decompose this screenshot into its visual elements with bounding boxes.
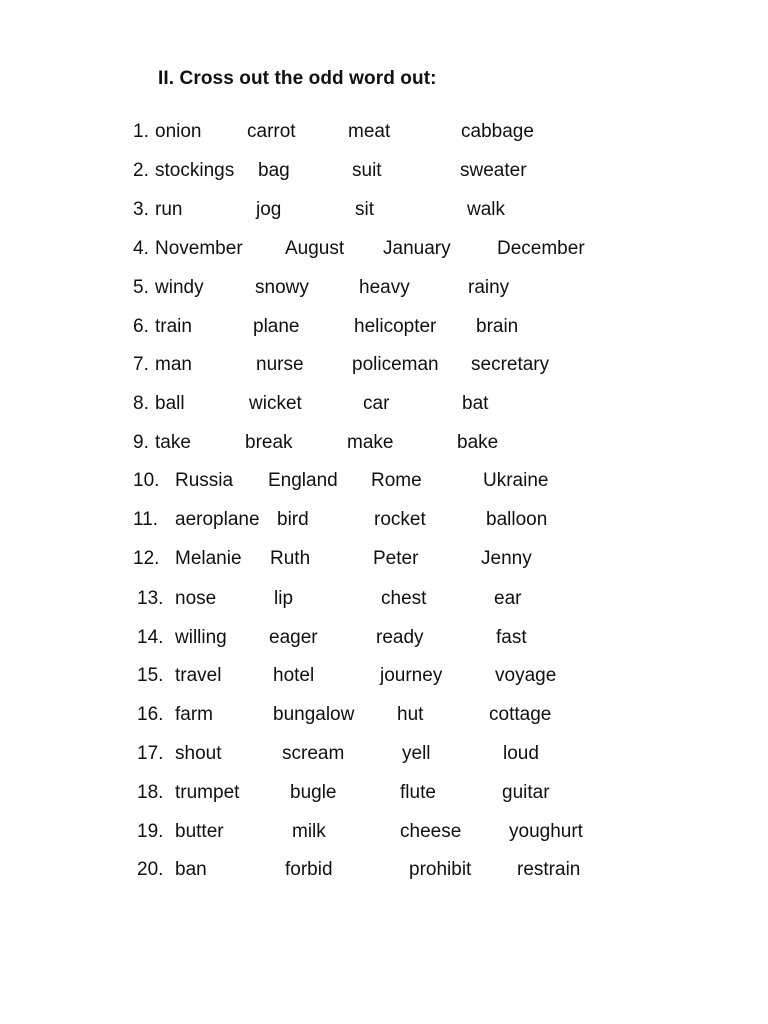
word-option[interactable]: walk (467, 199, 506, 220)
exercise-row-12 (0, 546, 768, 572)
word-option[interactable]: break (245, 432, 293, 453)
item-number: 4. (133, 238, 149, 259)
word-option[interactable]: jog (256, 199, 282, 220)
exercise-row-14 (0, 625, 768, 651)
item-number: 10. (133, 470, 160, 491)
word-option[interactable]: November (155, 238, 243, 259)
word-option[interactable]: December (497, 238, 585, 259)
word-option[interactable]: Melanie (175, 548, 242, 569)
word-option[interactable]: rocket (374, 509, 426, 530)
word-option[interactable]: January (383, 238, 451, 259)
word-option[interactable]: chest (381, 588, 427, 609)
word-option[interactable]: stockings (155, 160, 235, 181)
word-option[interactable]: milk (292, 821, 326, 842)
word-option[interactable]: guitar (502, 782, 550, 803)
word-option[interactable]: forbid (285, 859, 333, 880)
word-option[interactable]: England (268, 470, 338, 491)
word-option[interactable]: ready (376, 627, 424, 648)
word-option[interactable]: nurse (256, 354, 304, 375)
word-option[interactable]: hotel (273, 665, 315, 686)
word-option[interactable]: plane (253, 316, 300, 337)
exercise-row-4 (0, 236, 768, 262)
exercise-row-5 (0, 275, 768, 301)
word-option[interactable]: Russia (175, 470, 234, 491)
item-number: 3. (133, 199, 149, 220)
exercise-row-8 (0, 391, 768, 417)
exercise-row-11 (0, 507, 768, 533)
exercise-row-10 (0, 468, 768, 494)
word-option[interactable]: cottage (489, 704, 552, 725)
exercise-row-3 (0, 197, 768, 223)
word-option[interactable]: youghurt (509, 821, 583, 842)
exercise-row-1 (0, 119, 768, 145)
item-number: 13. (137, 588, 164, 609)
item-number: 15. (137, 665, 164, 686)
word-option[interactable]: bat (462, 393, 489, 414)
exercise-row-19 (0, 819, 768, 845)
item-number: 12. (133, 548, 160, 569)
item-number: 5. (133, 277, 149, 298)
item-number: 16. (137, 704, 164, 725)
word-option[interactable]: run (155, 199, 183, 220)
exercise-row-6 (0, 314, 768, 340)
word-option[interactable]: yell (402, 743, 431, 764)
word-option[interactable]: scream (282, 743, 345, 764)
item-number: 14. (137, 627, 164, 648)
word-option[interactable]: meat (348, 121, 391, 142)
word-option[interactable]: helicopter (354, 316, 437, 337)
item-number: 11. (133, 509, 159, 530)
word-option[interactable]: fast (496, 627, 527, 648)
word-option[interactable]: wicket (249, 393, 302, 414)
word-option[interactable]: Ukraine (483, 470, 549, 491)
word-option[interactable]: restrain (517, 859, 581, 880)
word-option[interactable]: bird (277, 509, 309, 530)
word-option[interactable]: take (155, 432, 191, 453)
word-option[interactable]: onion (155, 121, 202, 142)
word-option[interactable]: prohibit (409, 859, 472, 880)
exercise-row-16 (0, 702, 768, 728)
word-option[interactable]: ear (494, 588, 522, 609)
item-number: 18. (137, 782, 164, 803)
exercise-row-9 (0, 430, 768, 456)
word-option[interactable]: travel (175, 665, 222, 686)
word-option[interactable]: ban (175, 859, 207, 880)
word-option[interactable]: nose (175, 588, 217, 609)
item-number: 2. (133, 160, 149, 181)
word-option[interactable]: lip (274, 588, 294, 609)
word-option[interactable]: suit (352, 160, 382, 181)
word-option[interactable]: car (363, 393, 390, 414)
word-option[interactable]: loud (503, 743, 539, 764)
word-option[interactable]: ball (155, 393, 185, 414)
word-option[interactable]: willing (175, 627, 227, 648)
word-option[interactable]: bag (258, 160, 290, 181)
word-option[interactable]: bake (457, 432, 499, 453)
item-number: 1. (133, 121, 149, 142)
exercise-row-2 (0, 158, 768, 184)
word-option[interactable]: shout (175, 743, 222, 764)
word-option[interactable]: brain (476, 316, 519, 337)
exercise-row-7 (0, 352, 768, 378)
item-number: 20. (137, 859, 164, 880)
exercise-row-18 (0, 780, 768, 806)
item-number: 19. (137, 821, 164, 842)
word-option[interactable]: cheese (400, 821, 462, 842)
item-number: 9. (133, 432, 149, 453)
word-option[interactable]: man (155, 354, 192, 375)
item-number: 17. (137, 743, 164, 764)
word-option[interactable]: policeman (352, 354, 439, 375)
exercise-heading: II. Cross out the odd word out: (158, 68, 437, 89)
word-option[interactable]: farm (175, 704, 213, 725)
exercise-row-17 (0, 741, 768, 767)
exercise-row-20 (0, 857, 768, 883)
word-option[interactable]: windy (155, 277, 204, 298)
word-option[interactable]: sweater (460, 160, 527, 181)
word-option[interactable]: heavy (359, 277, 410, 298)
word-option[interactable]: Peter (373, 548, 419, 569)
item-number: 8. (133, 393, 149, 414)
word-option[interactable]: rainy (468, 277, 510, 298)
word-option[interactable]: Jenny (481, 548, 532, 569)
word-option[interactable]: train (155, 316, 192, 337)
word-option[interactable]: voyage (495, 665, 557, 686)
item-number: 7. (133, 354, 149, 375)
item-number: 6. (133, 316, 149, 337)
word-option[interactable]: secretary (471, 354, 550, 375)
word-option[interactable]: balloon (486, 509, 548, 530)
word-option[interactable]: carrot (247, 121, 296, 142)
exercise-row-13 (0, 586, 768, 612)
word-option[interactable]: Ruth (270, 548, 311, 569)
word-option[interactable]: trumpet (175, 782, 240, 803)
word-option[interactable]: August (285, 238, 345, 259)
word-option[interactable]: journey (380, 665, 443, 686)
word-option[interactable]: bugle (290, 782, 337, 803)
word-option[interactable]: cabbage (461, 121, 534, 142)
word-option[interactable]: bungalow (273, 704, 355, 725)
word-option[interactable]: flute (400, 782, 436, 803)
word-option[interactable]: butter (175, 821, 224, 842)
word-option[interactable]: Rome (371, 470, 422, 491)
word-option[interactable]: snowy (255, 277, 309, 298)
word-option[interactable]: hut (397, 704, 424, 725)
word-option[interactable]: aeroplane (175, 509, 260, 530)
exercise-row-15 (0, 663, 768, 689)
word-option[interactable]: sit (355, 199, 374, 220)
word-option[interactable]: eager (269, 627, 318, 648)
word-option[interactable]: make (347, 432, 394, 453)
